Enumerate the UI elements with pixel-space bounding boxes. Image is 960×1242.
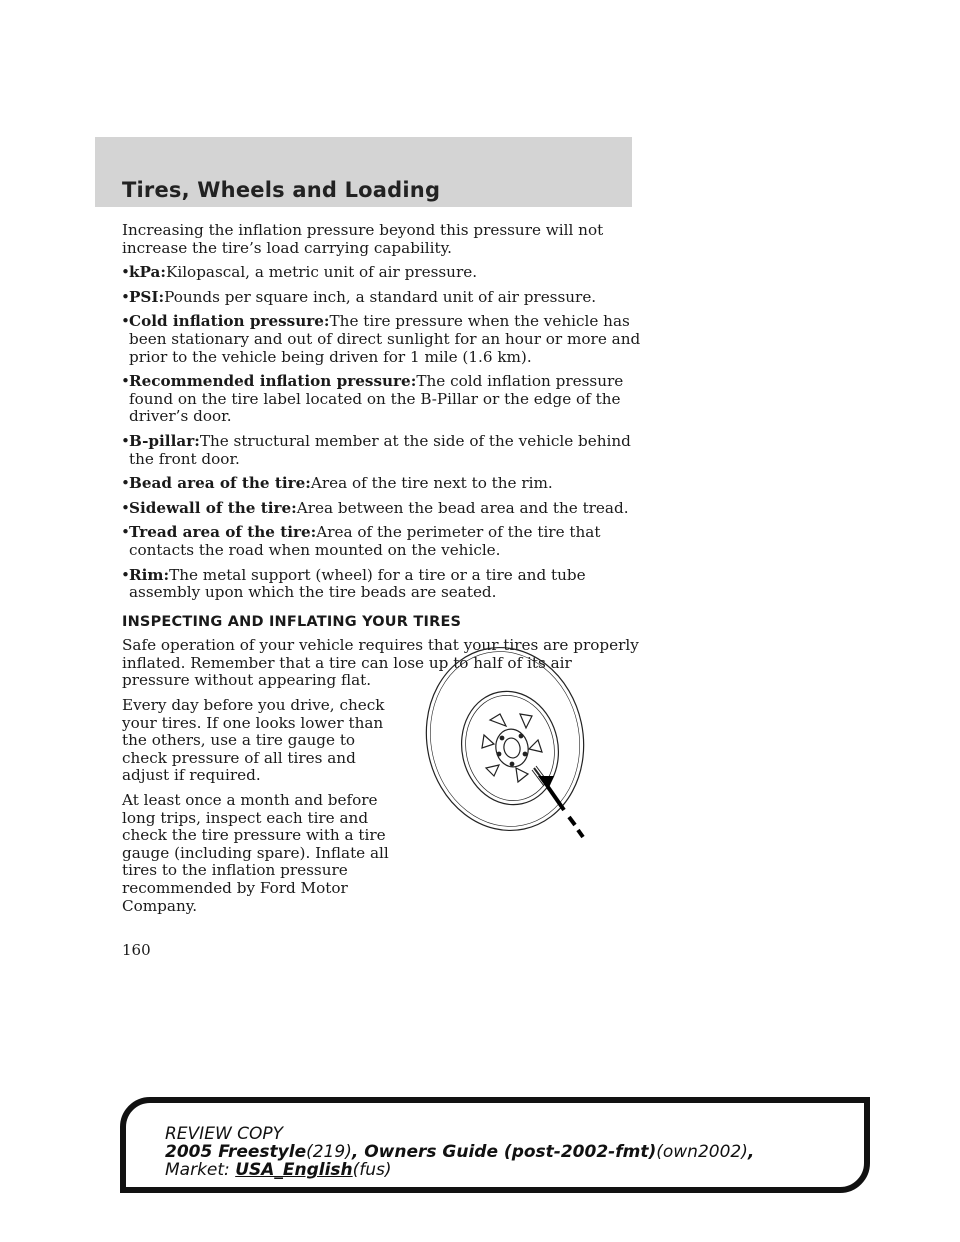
definition-text: Area of the perimeter of the tire that contacts the road when mounted on the vehicle. — [129, 523, 601, 559]
bullet-icon: • — [121, 312, 130, 331]
definition-item — [122, 313, 642, 366]
definition-item — [122, 264, 642, 282]
definition-text: The cold inflation pressure found on the tire label located on the B-Pillar or the edge of the driver’s door. — [129, 372, 624, 426]
wheel-rim-inner — [456, 687, 564, 809]
bullet-icon: • — [121, 474, 130, 493]
definition-item — [122, 373, 642, 426]
definition-term: Tread area of the tire: — [129, 523, 317, 542]
review-copy-document-line: 2005 Freestyle(219), Owners Guide (post-2002-fmt)(own2002), — [165, 1142, 755, 1162]
definition-term: kPa: — [129, 263, 166, 282]
definition-item — [122, 567, 642, 602]
spoke-window-4 — [516, 768, 528, 782]
bullet-icon: • — [121, 287, 130, 306]
spoke-window-2 — [520, 714, 532, 728]
definition-term: Bead area of the tire: — [129, 474, 311, 493]
gauge-arrow-dash-1 — [569, 817, 575, 825]
spoke-window-5 — [486, 765, 499, 776]
definition-text: Area of the tire next to the rim. — [310, 474, 553, 493]
definition-item — [122, 433, 642, 468]
intro-paragraph: Increasing the inflation pressure beyond this pressure will not increase the tire’s load carrying capability. — [122, 221, 604, 257]
review-copy-market-line: Market: USA_English(fus) — [165, 1160, 392, 1180]
bullet-icon: • — [121, 431, 130, 450]
definition-text: Pounds per square inch, a standard unit of air pressure. — [164, 287, 597, 306]
section-paragraph-1: Safe operation of your vehicle requires that your tires are properly inflated. Remember that a tire can lose up to half of its air pressure without appearing flat. — [122, 636, 639, 690]
review-copy-label: REVIEW COPY — [165, 1124, 284, 1144]
definition-term: Rim: — [129, 565, 170, 584]
wheel-center-cap — [502, 737, 522, 760]
definition-text: Area between the bead area and the tread. — [296, 498, 629, 517]
bullet-icon: • — [121, 498, 130, 517]
page-number: 160 — [122, 941, 151, 959]
definition-text: The tire pressure when the vehicle has been stationary and out of direct sunlight for an hour or more and prior to the vehicle being driven for 1 mile (1.6 km). — [129, 312, 641, 366]
definition-term: Sidewall of the tire: — [129, 498, 297, 517]
tire-gauge-illustration — [420, 644, 600, 844]
bullet-icon: • — [121, 263, 130, 282]
bullet-icon: • — [121, 565, 130, 584]
definition-item — [122, 475, 642, 493]
bullet-icon: • — [121, 523, 130, 542]
section-header-title: Tires, Wheels and Loading — [122, 178, 441, 202]
section-heading: INSPECTING AND INFLATING YOUR TIRES — [122, 613, 462, 630]
definition-item — [122, 289, 642, 307]
definition-item — [122, 524, 642, 559]
tire-illustration-icon — [420, 644, 600, 844]
spoke-window-6 — [482, 735, 494, 748]
definition-term: Cold inflation pressure: — [129, 312, 330, 331]
definitions-list — [122, 264, 642, 602]
definition-item — [122, 500, 642, 518]
section-paragraph-2: Every day before you drive, check your tires. If one looks lower than the others, use a tire gauge to check pressure of all tires and adjust if required. — [122, 696, 385, 785]
definition-term: Recommended inflation pressure: — [129, 372, 417, 391]
definition-term: PSI: — [129, 287, 165, 306]
spoke-window-3 — [529, 740, 542, 752]
gauge-arrow-head — [538, 776, 554, 790]
bullet-icon: • — [121, 372, 130, 391]
definition-text: The metal support (wheel) for a tire or a tire and tube assembly upon which the tire beads are seated. — [129, 565, 586, 602]
spoke-window-1 — [490, 714, 506, 726]
section-paragraph-3: At least once a month and before long trips, inspect each tire and check the tire pressure with a tire gauge (including spare). Inflate all tires to the inflation pressure recommended by Ford Motor Company. — [122, 791, 389, 915]
definition-term: B-pillar: — [129, 431, 200, 450]
definition-text: The structural member at the side of the vehicle behind the front door. — [129, 431, 631, 468]
tire-outer-outline — [420, 644, 600, 844]
definition-text: Kilopascal, a metric unit of air pressure. — [165, 263, 478, 282]
gauge-arrow-dash-2 — [578, 830, 583, 837]
review-copy-text — [165, 1125, 754, 1179]
